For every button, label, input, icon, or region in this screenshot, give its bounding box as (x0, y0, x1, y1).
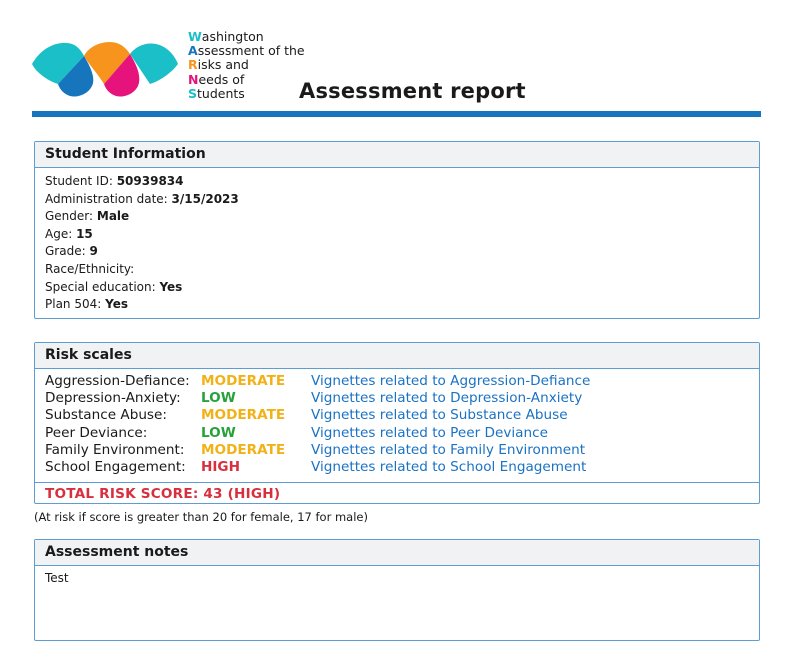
total-risk-score: TOTAL RISK SCORE: 43 (HIGH) (45, 486, 281, 503)
student-info-label: Gender: (45, 209, 97, 224)
risk-scale-row (45, 407, 759, 424)
student-info-row (45, 243, 759, 261)
student-info-value: 50939834 (116, 174, 184, 188)
student-info-label: Plan 504: (45, 297, 106, 312)
student-info-row (45, 191, 759, 209)
risk-level-badge: LOW (201, 424, 236, 441)
student-information-panel (34, 141, 760, 319)
risk-scale-row (45, 459, 759, 476)
risk-scale-row (45, 373, 759, 390)
risk-scale-row (45, 442, 759, 459)
organization-initial: W (188, 29, 202, 44)
student-info-row (45, 296, 759, 314)
organization-initial: A (188, 43, 198, 59)
risk-scale-name: Family Environment: (45, 441, 185, 458)
organization-name-line (188, 73, 305, 87)
risk-scale-name: Depression-Anxiety: (45, 390, 181, 407)
risk-scale-name: School Engagement: (45, 458, 186, 475)
report-header (0, 0, 792, 118)
organization-initial: S (188, 85, 198, 101)
risk-scale-name: Aggression-Defiance: (45, 373, 190, 389)
student-info-label: Administration date: (45, 191, 172, 206)
risk-threshold-note: (At risk if score is greater than 20 for female, 17 for male) (34, 510, 368, 524)
organization-name-line (188, 44, 305, 58)
risk-level-badge: MODERATE (201, 441, 286, 458)
assessment-notes-panel (34, 539, 760, 641)
organization-word-rest: eeds of (198, 71, 245, 87)
organization-name (188, 30, 305, 101)
organization-word-rest: ssessment of the (197, 43, 305, 59)
vignettes-link[interactable]: Vignettes related to School Engagement (311, 458, 587, 475)
assessment-notes-text: Test (45, 571, 69, 585)
student-info-value: Yes (159, 279, 183, 294)
vignettes-link[interactable]: Vignettes related to Aggression-Defiance (311, 373, 591, 389)
risk-scale-name: Peer Deviance: (45, 424, 148, 441)
risk-scale-name: Substance Abuse: (45, 407, 167, 424)
student-information-heading: Student Information (35, 142, 759, 168)
student-info-row (45, 226, 759, 244)
organization-initial: R (188, 57, 198, 73)
student-info-row (45, 261, 759, 279)
risk-level-badge: MODERATE (201, 373, 286, 389)
student-info-row (45, 173, 759, 191)
risk-scale-row (45, 390, 759, 407)
risk-level-badge: HIGH (201, 458, 240, 475)
student-info-label: Student ID: (45, 174, 117, 188)
wanrs-logo-icon (32, 40, 178, 100)
student-info-label: Grade: (45, 244, 90, 259)
risk-scales-panel (34, 342, 760, 504)
student-info-value: 3/15/2023 (171, 191, 239, 206)
organization-word-rest: isks and (197, 57, 249, 73)
student-info-value: Male (96, 209, 130, 224)
assessment-notes-heading: Assessment notes (35, 540, 759, 566)
risk-scale-row (45, 425, 759, 442)
organization-name-line (188, 58, 305, 72)
student-info-row (45, 279, 759, 297)
header-divider (32, 111, 761, 117)
vignettes-link[interactable]: Vignettes related to Depression-Anxiety (311, 390, 583, 407)
student-info-label: Age: (45, 226, 77, 241)
organization-name-line (188, 30, 305, 44)
report-title: Assessment report (299, 79, 526, 103)
vignettes-link[interactable]: Vignettes related to Peer Deviance (311, 424, 548, 441)
risk-scales-table (35, 369, 759, 476)
organization-initial: N (188, 71, 199, 87)
student-info-list (35, 168, 759, 314)
student-info-value: 15 (76, 226, 93, 241)
student-info-label: Special education: (45, 279, 160, 294)
vignettes-link[interactable]: Vignettes related to Substance Abuse (311, 407, 568, 424)
student-info-label: Race/Ethnicity: (45, 261, 135, 276)
student-info-value: 9 (89, 244, 98, 259)
organization-name-line (188, 87, 305, 101)
risk-scales-heading: Risk scales (35, 343, 759, 369)
organization-word-rest: ashington (201, 29, 264, 44)
organization-word-rest: tudents (197, 85, 245, 101)
vignettes-link[interactable]: Vignettes related to Family Environment (311, 441, 586, 458)
student-info-value: Yes (105, 297, 128, 312)
risk-level-badge: MODERATE (201, 407, 286, 424)
risk-level-badge: LOW (201, 390, 236, 407)
student-info-row (45, 208, 759, 226)
